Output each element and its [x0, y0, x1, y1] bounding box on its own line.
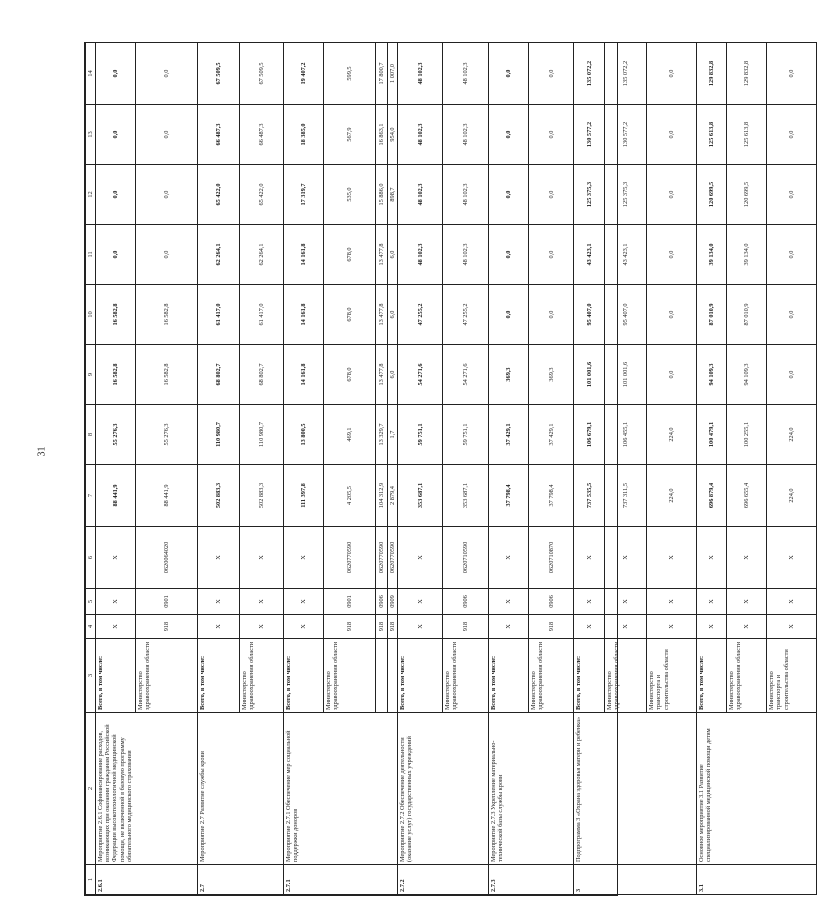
- amount-cell: 94 109,3: [727, 345, 767, 405]
- grbs-code-cell: X: [284, 615, 324, 639]
- header-cell: 5: [86, 589, 96, 615]
- header-row: [86, 43, 96, 895]
- executor-cell: Министерство здравоохранения области: [324, 639, 376, 713]
- amount-cell: 111 397,8: [284, 465, 324, 527]
- target-article-cell: 0620064020: [136, 527, 198, 589]
- section-code-cell: X: [727, 589, 767, 615]
- section-code-cell: 0906: [529, 589, 574, 615]
- target-article-cell: X: [489, 527, 529, 589]
- amount-cell: 696 655,4: [727, 465, 767, 527]
- amount-cell: 0,0: [529, 285, 574, 345]
- amount-cell: 0,0: [96, 225, 136, 285]
- amount-cell: 68 802,7: [198, 345, 240, 405]
- executor-cell: Всего, в том числе:: [489, 639, 529, 713]
- table-row: [489, 43, 529, 895]
- row-name-cell: Мероприятие 2.6.1 Софинансирование расходов, возникающих при оказании гражданам Российской Федерации высокотехнологичной медицинской помощи, не включенной в базовую программу обязательного медицинского страхования: [96, 713, 198, 865]
- amount-cell: 106 455,1: [605, 405, 647, 465]
- amount-cell: 0,0: [136, 225, 198, 285]
- grbs-code-cell: X: [96, 615, 136, 639]
- executor-cell: Министерство транспорта и строительства области: [767, 639, 817, 713]
- amount-cell: 48 102,3: [398, 165, 443, 225]
- grbs-code-cell: X: [697, 615, 727, 639]
- amount-cell: 599,5: [324, 43, 376, 105]
- section-code-cell: X: [489, 589, 529, 615]
- amount-cell: 129 832,8: [697, 43, 727, 105]
- row-id-cell: 2.7.3: [489, 865, 574, 895]
- grbs-code-cell: X: [727, 615, 767, 639]
- amount-cell: 68 802,7: [240, 345, 284, 405]
- amount-cell: 737 535,5: [574, 465, 605, 527]
- section-code-cell: 0909: [388, 589, 398, 615]
- header-cell: 12: [86, 165, 96, 225]
- amount-cell: 502 883,3: [240, 465, 284, 527]
- amount-cell: 16 863,1: [376, 105, 388, 165]
- amount-cell: 94 109,3: [697, 345, 727, 405]
- row-id-cell: 2.7: [198, 865, 284, 895]
- executor-cell: Всего, в том числе:: [96, 639, 136, 713]
- amount-cell: 224,0: [767, 465, 817, 527]
- amount-cell: 502 883,3: [198, 465, 240, 527]
- amount-cell: 0,0: [489, 43, 529, 105]
- amount-cell: 100 479,1: [697, 405, 727, 465]
- amount-cell: 224,0: [767, 405, 817, 465]
- header-cell: 13: [86, 105, 96, 165]
- section-code-cell: X: [647, 589, 697, 615]
- amount-cell: 14 161,8: [284, 285, 324, 345]
- header-cell: 8: [86, 405, 96, 465]
- amount-cell: 0,0: [529, 105, 574, 165]
- section-code-cell: X: [574, 589, 605, 615]
- executor-cell: Министерство здравоохранения области: [240, 639, 284, 713]
- executor-cell: Всего, в том числе:: [198, 639, 240, 713]
- section-code-cell: 0906: [376, 589, 388, 615]
- amount-cell: 39 134,0: [727, 225, 767, 285]
- section-code-cell: X: [198, 589, 240, 615]
- table-row: [198, 43, 240, 895]
- amount-cell: 55 276,3: [96, 405, 136, 465]
- amount-cell: 37 798,4: [529, 465, 574, 527]
- row-id-cell: 2.6.1: [96, 865, 198, 895]
- amount-cell: 15 886,0: [376, 165, 388, 225]
- row-id-cell: 3.1: [697, 865, 817, 895]
- amount-cell: 6,0: [388, 225, 398, 285]
- target-article-cell: X: [697, 527, 727, 589]
- target-article-cell: X: [398, 527, 443, 589]
- amount-cell: 37 429,1: [529, 405, 574, 465]
- executor-cell: [388, 639, 398, 713]
- amount-cell: 898,7: [388, 165, 398, 225]
- header-cell: 4: [86, 615, 96, 639]
- amount-cell: 353 687,1: [398, 465, 443, 527]
- grbs-code-cell: X: [647, 615, 697, 639]
- amount-cell: 95 407,0: [574, 285, 605, 345]
- grbs-code-cell: X: [240, 615, 284, 639]
- target-article-cell: X: [284, 527, 324, 589]
- target-article-cell: X: [727, 527, 767, 589]
- amount-cell: 0,0: [767, 105, 817, 165]
- amount-cell: 125 375,3: [574, 165, 605, 225]
- row-name-cell: Мероприятие 2.7 Развитие службы крови: [198, 713, 284, 865]
- section-code-cell: X: [605, 589, 647, 615]
- amount-cell: 16 582,8: [136, 345, 198, 405]
- rotated-table-container: [85, 43, 796, 895]
- grbs-code-cell: X: [605, 615, 647, 639]
- amount-cell: 61 417,0: [240, 285, 284, 345]
- amount-cell: 18 385,0: [284, 105, 324, 165]
- amount-cell: 678,0: [324, 345, 376, 405]
- amount-cell: 100 255,1: [727, 405, 767, 465]
- amount-cell: 0,0: [529, 43, 574, 105]
- amount-cell: 47 255,2: [443, 285, 489, 345]
- amount-cell: 19 407,2: [284, 43, 324, 105]
- executor-cell: Всего, в том числе:: [398, 639, 443, 713]
- amount-cell: 0,0: [647, 285, 697, 345]
- header-cell: 10: [86, 285, 96, 345]
- section-code-cell: 0906: [443, 589, 489, 615]
- amount-cell: 2 879,4: [388, 465, 398, 527]
- target-article-cell: X: [574, 527, 605, 589]
- row-id-cell: 2.7.1: [284, 865, 398, 895]
- amount-cell: 43 423,1: [605, 225, 647, 285]
- amount-cell: 14 161,8: [284, 225, 324, 285]
- amount-cell: 13 800,5: [284, 405, 324, 465]
- amount-cell: 0,0: [96, 165, 136, 225]
- table-body: [96, 43, 817, 895]
- amount-cell: 88 441,9: [136, 465, 198, 527]
- amount-cell: 48 102,3: [443, 105, 489, 165]
- target-article-cell: X: [198, 527, 240, 589]
- amount-cell: 110 980,7: [240, 405, 284, 465]
- executor-cell: Министерство здравоохранения области: [136, 639, 198, 713]
- amount-cell: 37 798,4: [489, 465, 529, 527]
- amount-cell: 0,0: [647, 225, 697, 285]
- row-name-cell: Мероприятие 2.7.1 Обеспечение мер социальной поддержки доноров: [284, 713, 398, 865]
- grbs-code-cell: 918: [136, 615, 198, 639]
- amount-cell: 17 319,7: [284, 165, 324, 225]
- target-article-cell: 0620770590: [388, 527, 398, 589]
- amount-cell: 48 102,3: [398, 105, 443, 165]
- amount-cell: 48 102,3: [443, 225, 489, 285]
- amount-cell: 120 699,5: [697, 165, 727, 225]
- section-code-cell: X: [284, 589, 324, 615]
- amount-cell: 369,3: [489, 345, 529, 405]
- header-cell: 3: [86, 639, 96, 713]
- amount-cell: 13 329,7: [376, 405, 388, 465]
- amount-cell: 48 102,3: [398, 43, 443, 105]
- header-cell: 6: [86, 527, 96, 589]
- amount-cell: 125 613,8: [697, 105, 727, 165]
- grbs-code-cell: 918: [529, 615, 574, 639]
- amount-cell: 696 879,4: [697, 465, 727, 527]
- header-cell: 1: [86, 865, 96, 895]
- amount-cell: 48 102,3: [443, 43, 489, 105]
- header-cell: 11: [86, 225, 96, 285]
- target-article-cell: 0620770590: [376, 527, 388, 589]
- grbs-code-cell: X: [489, 615, 529, 639]
- amount-cell: 4 205,5: [324, 465, 376, 527]
- row-name-cell: Подпрограмма 3 «Охрана здоровья матери и ребенка»: [574, 713, 697, 865]
- amount-cell: 678,0: [324, 285, 376, 345]
- grbs-code-cell: X: [574, 615, 605, 639]
- amount-cell: 0,0: [489, 165, 529, 225]
- amount-cell: 87 010,9: [697, 285, 727, 345]
- grbs-code-cell: X: [767, 615, 817, 639]
- table-row: [697, 43, 727, 895]
- amount-cell: 0,0: [767, 345, 817, 405]
- target-article-cell: X: [605, 527, 647, 589]
- amount-cell: 54 271,6: [398, 345, 443, 405]
- amount-cell: 1,7: [388, 405, 398, 465]
- amount-cell: 101 001,6: [574, 345, 605, 405]
- amount-cell: 130 577,2: [574, 105, 605, 165]
- executor-cell: Министерство здравоохранения области: [443, 639, 489, 713]
- amount-cell: 678,0: [324, 225, 376, 285]
- amount-cell: 0,0: [489, 105, 529, 165]
- amount-cell: 88 441,9: [96, 465, 136, 527]
- amount-cell: 224,0: [647, 405, 697, 465]
- executor-cell: Министерство здравоохранения области: [605, 639, 647, 713]
- amount-cell: 62 264,1: [240, 225, 284, 285]
- header-cell: 2: [86, 713, 96, 865]
- amount-cell: 0,0: [96, 105, 136, 165]
- section-code-cell: X: [240, 589, 284, 615]
- amount-cell: 369,3: [529, 345, 574, 405]
- grbs-code-cell: X: [398, 615, 443, 639]
- amount-cell: 129 832,8: [727, 43, 767, 105]
- table-row: [398, 43, 443, 895]
- grbs-code-cell: 918: [443, 615, 489, 639]
- row-id-cell: 2.7.2: [398, 865, 489, 895]
- amount-cell: 13 477,8: [376, 285, 388, 345]
- amount-cell: 14 161,8: [284, 345, 324, 405]
- grbs-code-cell: X: [198, 615, 240, 639]
- amount-cell: 135 072,2: [574, 43, 605, 105]
- amount-cell: 0,0: [767, 165, 817, 225]
- amount-cell: 59 751,1: [398, 405, 443, 465]
- amount-cell: 104 312,9: [376, 465, 388, 527]
- amount-cell: 6,0: [388, 345, 398, 405]
- target-article-cell: 0620770590: [324, 527, 376, 589]
- table-row: [574, 43, 605, 895]
- amount-cell: 125 375,3: [605, 165, 647, 225]
- executor-cell: Министерство здравоохранения области: [529, 639, 574, 713]
- executor-cell: Всего, в том числе:: [574, 639, 605, 713]
- target-article-cell: X: [767, 527, 817, 589]
- amount-cell: 0,0: [96, 43, 136, 105]
- amount-cell: 0,0: [767, 43, 817, 105]
- amount-cell: 48 102,3: [443, 165, 489, 225]
- row-name-cell: Мероприятие 2.7.3 Укрепление материально-технической базы службы крови: [489, 713, 574, 865]
- amount-cell: 48 102,3: [398, 225, 443, 285]
- header-cell: 7: [86, 465, 96, 527]
- amount-cell: 954,0: [388, 105, 398, 165]
- amount-cell: 101 001,6: [605, 345, 647, 405]
- amount-cell: 67 509,5: [240, 43, 284, 105]
- amount-cell: 125 613,8: [727, 105, 767, 165]
- amount-cell: 0,0: [647, 165, 697, 225]
- amount-cell: 66 487,3: [240, 105, 284, 165]
- budget-table: [85, 42, 817, 895]
- section-code-cell: X: [398, 589, 443, 615]
- amount-cell: 61 417,0: [198, 285, 240, 345]
- section-code-cell: X: [767, 589, 817, 615]
- amount-cell: 13 477,8: [376, 225, 388, 285]
- amount-cell: 1 007,0: [388, 43, 398, 105]
- executor-cell: Всего, в том числе:: [697, 639, 727, 713]
- amount-cell: 0,0: [529, 225, 574, 285]
- amount-cell: 353 687,1: [443, 465, 489, 527]
- executor-cell: Министерство здравоохранения области: [727, 639, 767, 713]
- header-cell: 14: [86, 43, 96, 105]
- executor-cell: [376, 639, 388, 713]
- amount-cell: 0,0: [767, 225, 817, 285]
- amount-cell: 737 311,5: [605, 465, 647, 527]
- amount-cell: 567,9: [324, 105, 376, 165]
- grbs-code-cell: 918: [388, 615, 398, 639]
- grbs-code-cell: 918: [376, 615, 388, 639]
- row-id-cell: 3: [574, 865, 697, 895]
- executor-cell: Министерство транспорта и строительства области: [647, 639, 697, 713]
- amount-cell: 0,0: [647, 345, 697, 405]
- amount-cell: 0,0: [136, 165, 198, 225]
- amount-cell: 106 679,1: [574, 405, 605, 465]
- amount-cell: 0,0: [647, 105, 697, 165]
- amount-cell: 87 010,9: [727, 285, 767, 345]
- grbs-code-cell: 918: [324, 615, 376, 639]
- amount-cell: 0,0: [647, 43, 697, 105]
- amount-cell: 39 134,0: [697, 225, 727, 285]
- amount-cell: 95 407,0: [605, 285, 647, 345]
- amount-cell: 0,0: [136, 43, 198, 105]
- row-name-cell: Мероприятие 2.7.2 Обеспечение деятельности (оказание услуг) государственных учреждений: [398, 713, 489, 865]
- amount-cell: 16 582,8: [96, 345, 136, 405]
- amount-cell: 37 429,1: [489, 405, 529, 465]
- amount-cell: 6,0: [388, 285, 398, 345]
- target-article-cell: X: [240, 527, 284, 589]
- amount-cell: 0,0: [489, 285, 529, 345]
- amount-cell: 55 276,3: [136, 405, 198, 465]
- amount-cell: 135 072,2: [605, 43, 647, 105]
- amount-cell: 120 699,5: [727, 165, 767, 225]
- amount-cell: 224,0: [647, 465, 697, 527]
- amount-cell: 17 800,7: [376, 43, 388, 105]
- amount-cell: 110 980,7: [198, 405, 240, 465]
- amount-cell: 0,0: [767, 285, 817, 345]
- amount-cell: 130 577,2: [605, 105, 647, 165]
- amount-cell: 16 582,8: [96, 285, 136, 345]
- amount-cell: 0,0: [529, 165, 574, 225]
- header-cell: 9: [86, 345, 96, 405]
- amount-cell: 65 422,0: [198, 165, 240, 225]
- section-code-cell: 0901: [136, 589, 198, 615]
- amount-cell: 0,0: [489, 225, 529, 285]
- amount-cell: 59 751,1: [443, 405, 489, 465]
- target-article-cell: 0620710870: [529, 527, 574, 589]
- row-name-cell: Основное мероприятие 3.1 Развитие специализированной медицинской помощи детям: [697, 713, 817, 865]
- target-article-cell: X: [96, 527, 136, 589]
- table-row: [96, 43, 136, 895]
- amount-cell: 43 423,1: [574, 225, 605, 285]
- page-number: 31: [36, 446, 48, 457]
- amount-cell: 67 509,5: [198, 43, 240, 105]
- amount-cell: 47 255,2: [398, 285, 443, 345]
- amount-cell: 54 271,6: [443, 345, 489, 405]
- executor-cell: Всего, в том числе:: [284, 639, 324, 713]
- amount-cell: 469,1: [324, 405, 376, 465]
- amount-cell: 62 264,1: [198, 225, 240, 285]
- section-code-cell: X: [697, 589, 727, 615]
- target-article-cell: X: [647, 527, 697, 589]
- target-article-cell: 0620710590: [443, 527, 489, 589]
- section-code-cell: X: [96, 589, 136, 615]
- amount-cell: 65 422,0: [240, 165, 284, 225]
- amount-cell: 66 487,3: [198, 105, 240, 165]
- amount-cell: 16 582,8: [136, 285, 198, 345]
- amount-cell: 13 477,8: [376, 345, 388, 405]
- section-code-cell: 0901: [324, 589, 376, 615]
- amount-cell: 0,0: [136, 105, 198, 165]
- table-row: [284, 43, 324, 895]
- budget-table-frame: [84, 42, 796, 896]
- amount-cell: 535,0: [324, 165, 376, 225]
